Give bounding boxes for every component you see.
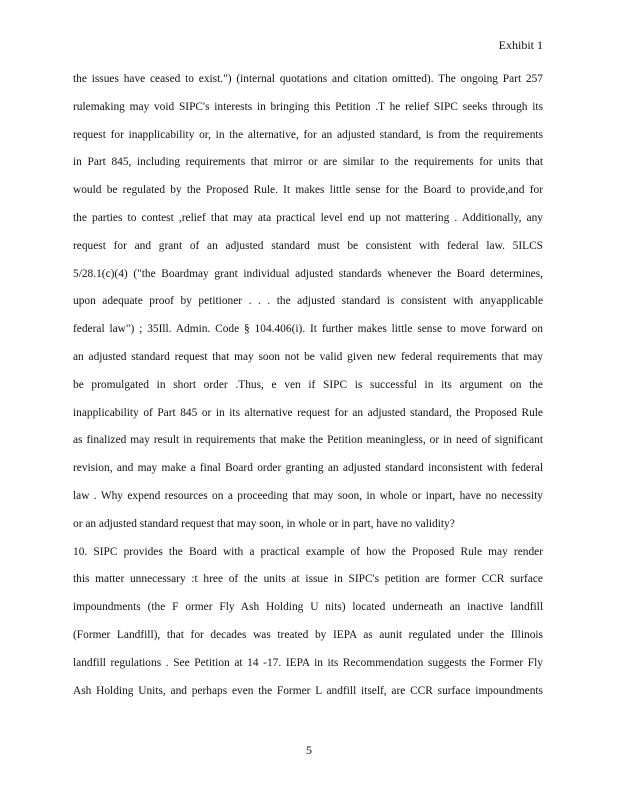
text-line: an adjusted standard request that may soon not be valid given new federal requirements that may [73, 350, 543, 363]
text-line: 10. SIPC provides the Board with a practical example of how the Proposed Rule may render [73, 545, 543, 558]
text-line: law . Why expend resources on a proceeding that may soon, in whole or inpart, have no necessity [73, 489, 543, 502]
text-line: (Former Landfill), that for decades was treated by IEPA as aunit regulated under the Illinois [73, 628, 543, 641]
text-line: impoundments (the F ormer Fly Ash Holding U nits) located underneath an inactive landfill [73, 601, 543, 614]
text-line: upon adequate proof by petitioner . . . the adjusted standard is consistent with anyapplicable [73, 295, 543, 308]
text-line: 5/28.1(c)(4) ("the Boardmay grant individual adjusted standards whenever the Board determines, [73, 267, 543, 280]
body-text [73, 72, 543, 711]
page-number: 5 [306, 743, 312, 757]
exhibit-label: Exhibit 1 [498, 38, 543, 52]
text-line: Ash Holding Units, and perhaps even the Former L andfill itself, are CCR surface impoundments [73, 684, 543, 697]
text-line: federal law") ; 35Ill. Admin. Code § 104.406(i). It further makes little sense to move forward on [73, 323, 543, 336]
text-line: the issues have ceased to exist.") (internal quotations and citation omitted). The ongoing Part 257 [73, 73, 543, 85]
text-line: inapplicability of Part 845 or in its alternative request for an adjusted standard, the Proposed Rule [73, 406, 543, 419]
text-line: landfill regulations . See Petition at 14 -17. IEPA in its Recommendation suggests the Former Fly [73, 656, 543, 669]
text-line: revision, and may make a final Board order granting an adjusted standard inconsistent with federal [73, 462, 543, 475]
text-line: request for inapplicability or, in the alternative, for an adjusted standard, is from the requirements [73, 128, 543, 141]
text-line: this matter unnecessary :t hree of the units at issue in SIPC's petition are former CCR surface [73, 573, 543, 586]
text-line: request for and grant of an adjusted standard must be consistent with federal law. 5ILCS [73, 239, 543, 252]
text-line: as finalized may result in requirements that make the Petition meaningless, or in need of significant [73, 434, 543, 447]
text-line: in Part 845, including requirements that mirror or are similar to the requirements for units that [73, 156, 543, 169]
text-line: be promulgated in short order .Thus, e ven if SIPC is successful in its argument on the [73, 378, 543, 391]
text-line: the parties to contest ,relief that may ata practical level end up not mattering . Additionally, any [73, 211, 543, 224]
text-line: or an adjusted standard request that may soon, in whole or in part, have no validity? [73, 517, 455, 530]
text-line: rulemaking may void SIPC's interests in bringing this Petition .T he relief SIPC seeks through its [73, 100, 543, 113]
text-line: would be regulated by the Proposed Rule. It makes little sense for the Board to provide,and for [73, 184, 543, 197]
